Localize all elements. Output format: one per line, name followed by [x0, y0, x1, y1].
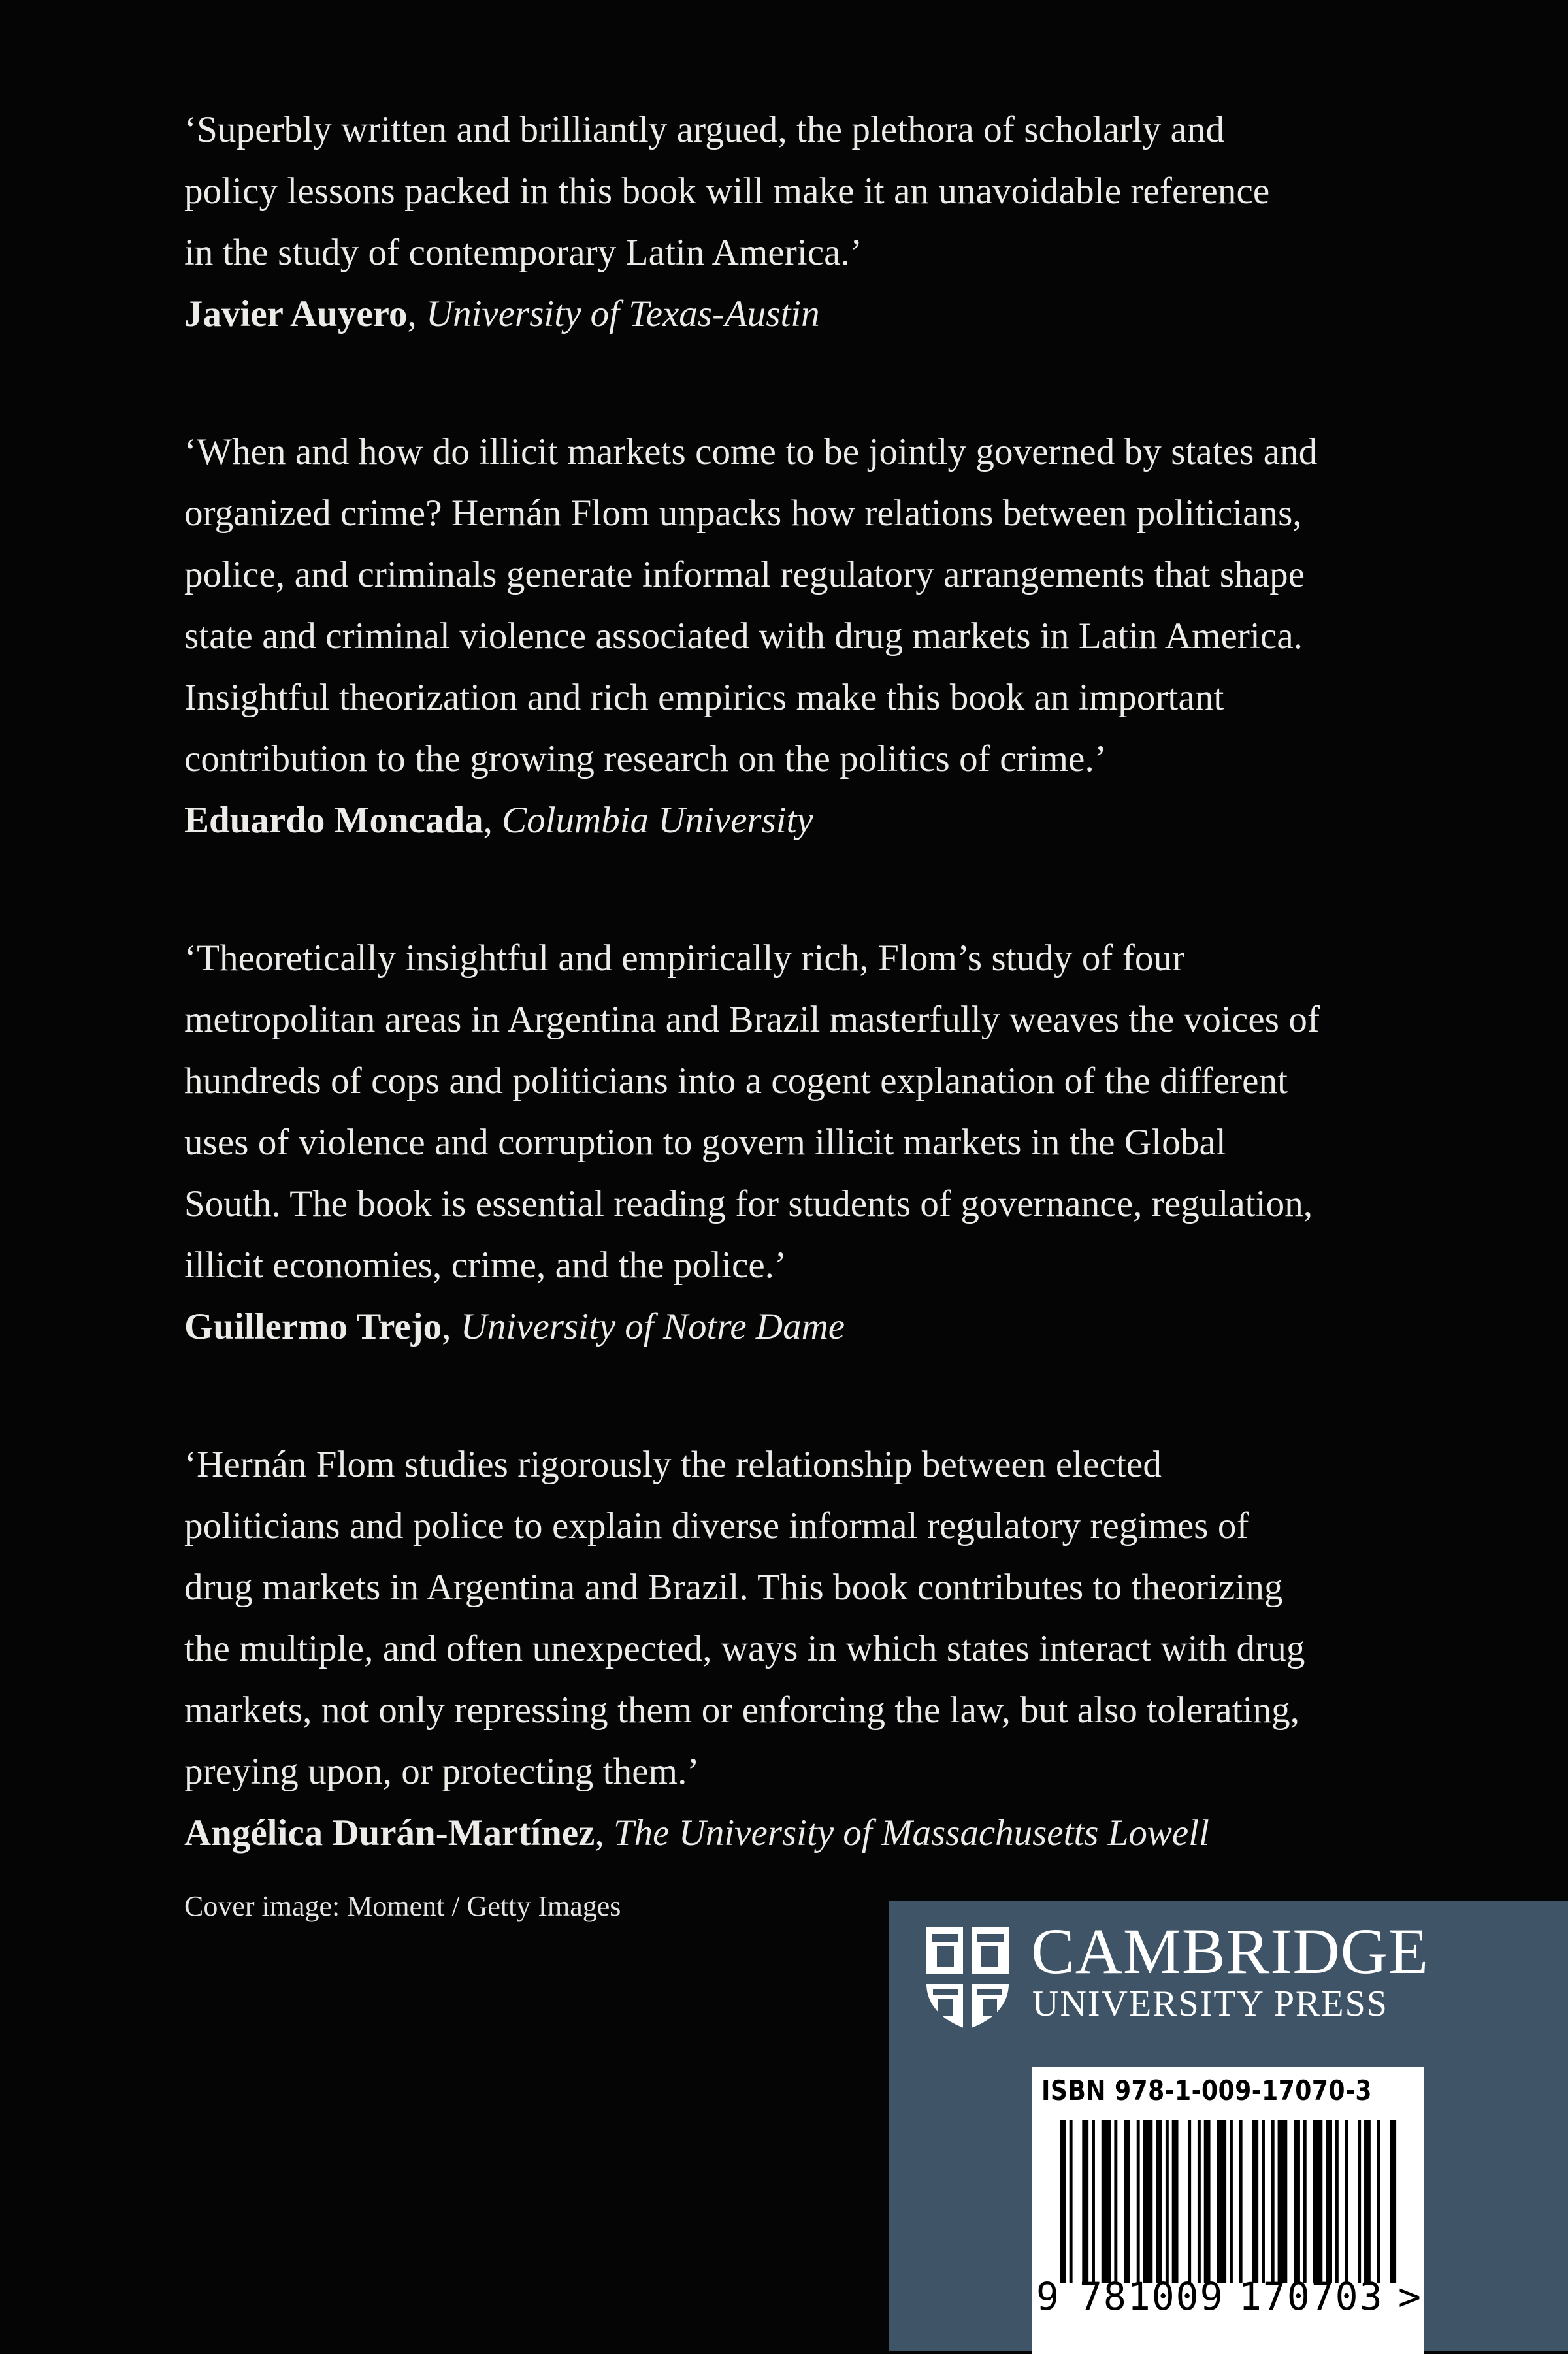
- endorsements: [184, 99, 1413, 1940]
- quote-line: the multiple, and often unexpected, ways in which states interact with drug: [184, 1628, 1305, 1669]
- barcode-arrow: >: [1398, 2274, 1421, 2319]
- blurb-attribution: Guillermo Trejo, University of Notre Dame: [184, 1306, 845, 1347]
- author-name: Guillermo Trejo: [184, 1306, 442, 1347]
- author-affiliation: University of Texas-Austin: [425, 293, 820, 335]
- isbn-label: ISBN 978-1-009-17070-3: [1041, 2074, 1372, 2106]
- quote-line: police, and criminals generate informal regulatory arrangements that shape: [184, 554, 1305, 595]
- quote-line: politicians and police to explain diverse informal regulatory regimes of: [184, 1505, 1249, 1546]
- barcode-digits-right: 170703: [1239, 2274, 1384, 2319]
- blurb-moncada: [184, 421, 1413, 851]
- publisher-name: CAMBRIDGE: [1031, 1915, 1429, 1987]
- quote-line: in the study of contemporary Latin America.’: [184, 232, 862, 273]
- author-affiliation: The University of Massachusetts Lowell: [613, 1812, 1209, 1854]
- quote-line: ‘Hernán Flom studies rigorously the relationship between elected: [184, 1444, 1162, 1485]
- cover-image-credit: Cover image: Moment / Getty Images: [184, 1890, 621, 1922]
- quote-line: organized crime? Hernán Flom unpacks how relations between politicians,: [184, 493, 1302, 534]
- barcode-bars-icon: [1060, 2120, 1399, 2283]
- quote-line: ‘Superbly written and brilliantly argued, the plethora of scholarly and: [184, 109, 1225, 150]
- blurb-trejo: [184, 928, 1413, 1358]
- quote-line: drug markets in Argentina and Brazil. This book contributes to theorizing: [184, 1567, 1283, 1608]
- author-name: Angélica Durán-Martínez: [184, 1812, 595, 1854]
- quote-line: contribution to the growing research on the politics of crime.’: [184, 738, 1107, 779]
- quote-line: South. The book is essential reading for students of governance, regulation,: [184, 1183, 1313, 1224]
- quote-line: hundreds of cops and politicians into a cogent explanation of the different: [184, 1060, 1288, 1102]
- barcode-digits-left: 781009: [1079, 2274, 1224, 2319]
- blurb-auyero: [184, 99, 1413, 345]
- quote-line: Insightful theorization and rich empirics make this book an important: [184, 677, 1224, 718]
- quote-line: markets, not only repressing them or enforcing the law, but also tolerating,: [184, 1690, 1300, 1731]
- quote-line: state and criminal violence associated with drug markets in Latin America.: [184, 615, 1303, 657]
- author-affiliation: Columbia University: [502, 800, 813, 841]
- isbn-barcode: [1032, 2067, 1424, 2354]
- publisher-subtitle: UNIVERSITY PRESS: [1032, 1984, 1388, 2024]
- blurb-quote: [184, 99, 1413, 284]
- author-name: Javier Auyero: [184, 293, 408, 335]
- blurb-attribution: Javier Auyero, University of Texas-Austin: [184, 293, 820, 335]
- blurb-duran-martinez: [184, 1434, 1413, 1864]
- author-name: Eduardo Moncada: [184, 800, 483, 841]
- quote-line: metropolitan areas in Argentina and Brazil masterfully weaves the voices of: [184, 999, 1320, 1040]
- quote-line: ‘Theoretically insightful and empirically rich, Flom’s study of four: [184, 938, 1185, 979]
- blurb-attribution: Angélica Durán-Martínez, The University of Massachusetts Lowell: [184, 1812, 1209, 1854]
- quote-line: uses of violence and corruption to govern illicit markets in the Global: [184, 1122, 1226, 1163]
- author-affiliation: University of Notre Dame: [460, 1306, 845, 1347]
- barcode-digits: [1032, 2274, 1424, 2327]
- quote-line: ‘When and how do illicit markets come to be jointly governed by states and: [184, 431, 1318, 472]
- blurb-quote: [184, 928, 1413, 1296]
- blurb-quote: [184, 1434, 1413, 1803]
- cambridge-shield-icon: [923, 1923, 1013, 2031]
- blurb-quote: [184, 421, 1413, 790]
- quote-line: policy lessons packed in this book will make it an unavoidable reference: [184, 171, 1270, 212]
- barcode-digit-first: 9: [1036, 2274, 1059, 2319]
- quote-line: illicit economies, crime, and the police.’: [184, 1245, 787, 1286]
- publisher-panel: [889, 1901, 1568, 2351]
- blurb-attribution: Eduardo Moncada, Columbia University: [184, 800, 813, 841]
- quote-line: preying upon, or protecting them.’: [184, 1751, 700, 1792]
